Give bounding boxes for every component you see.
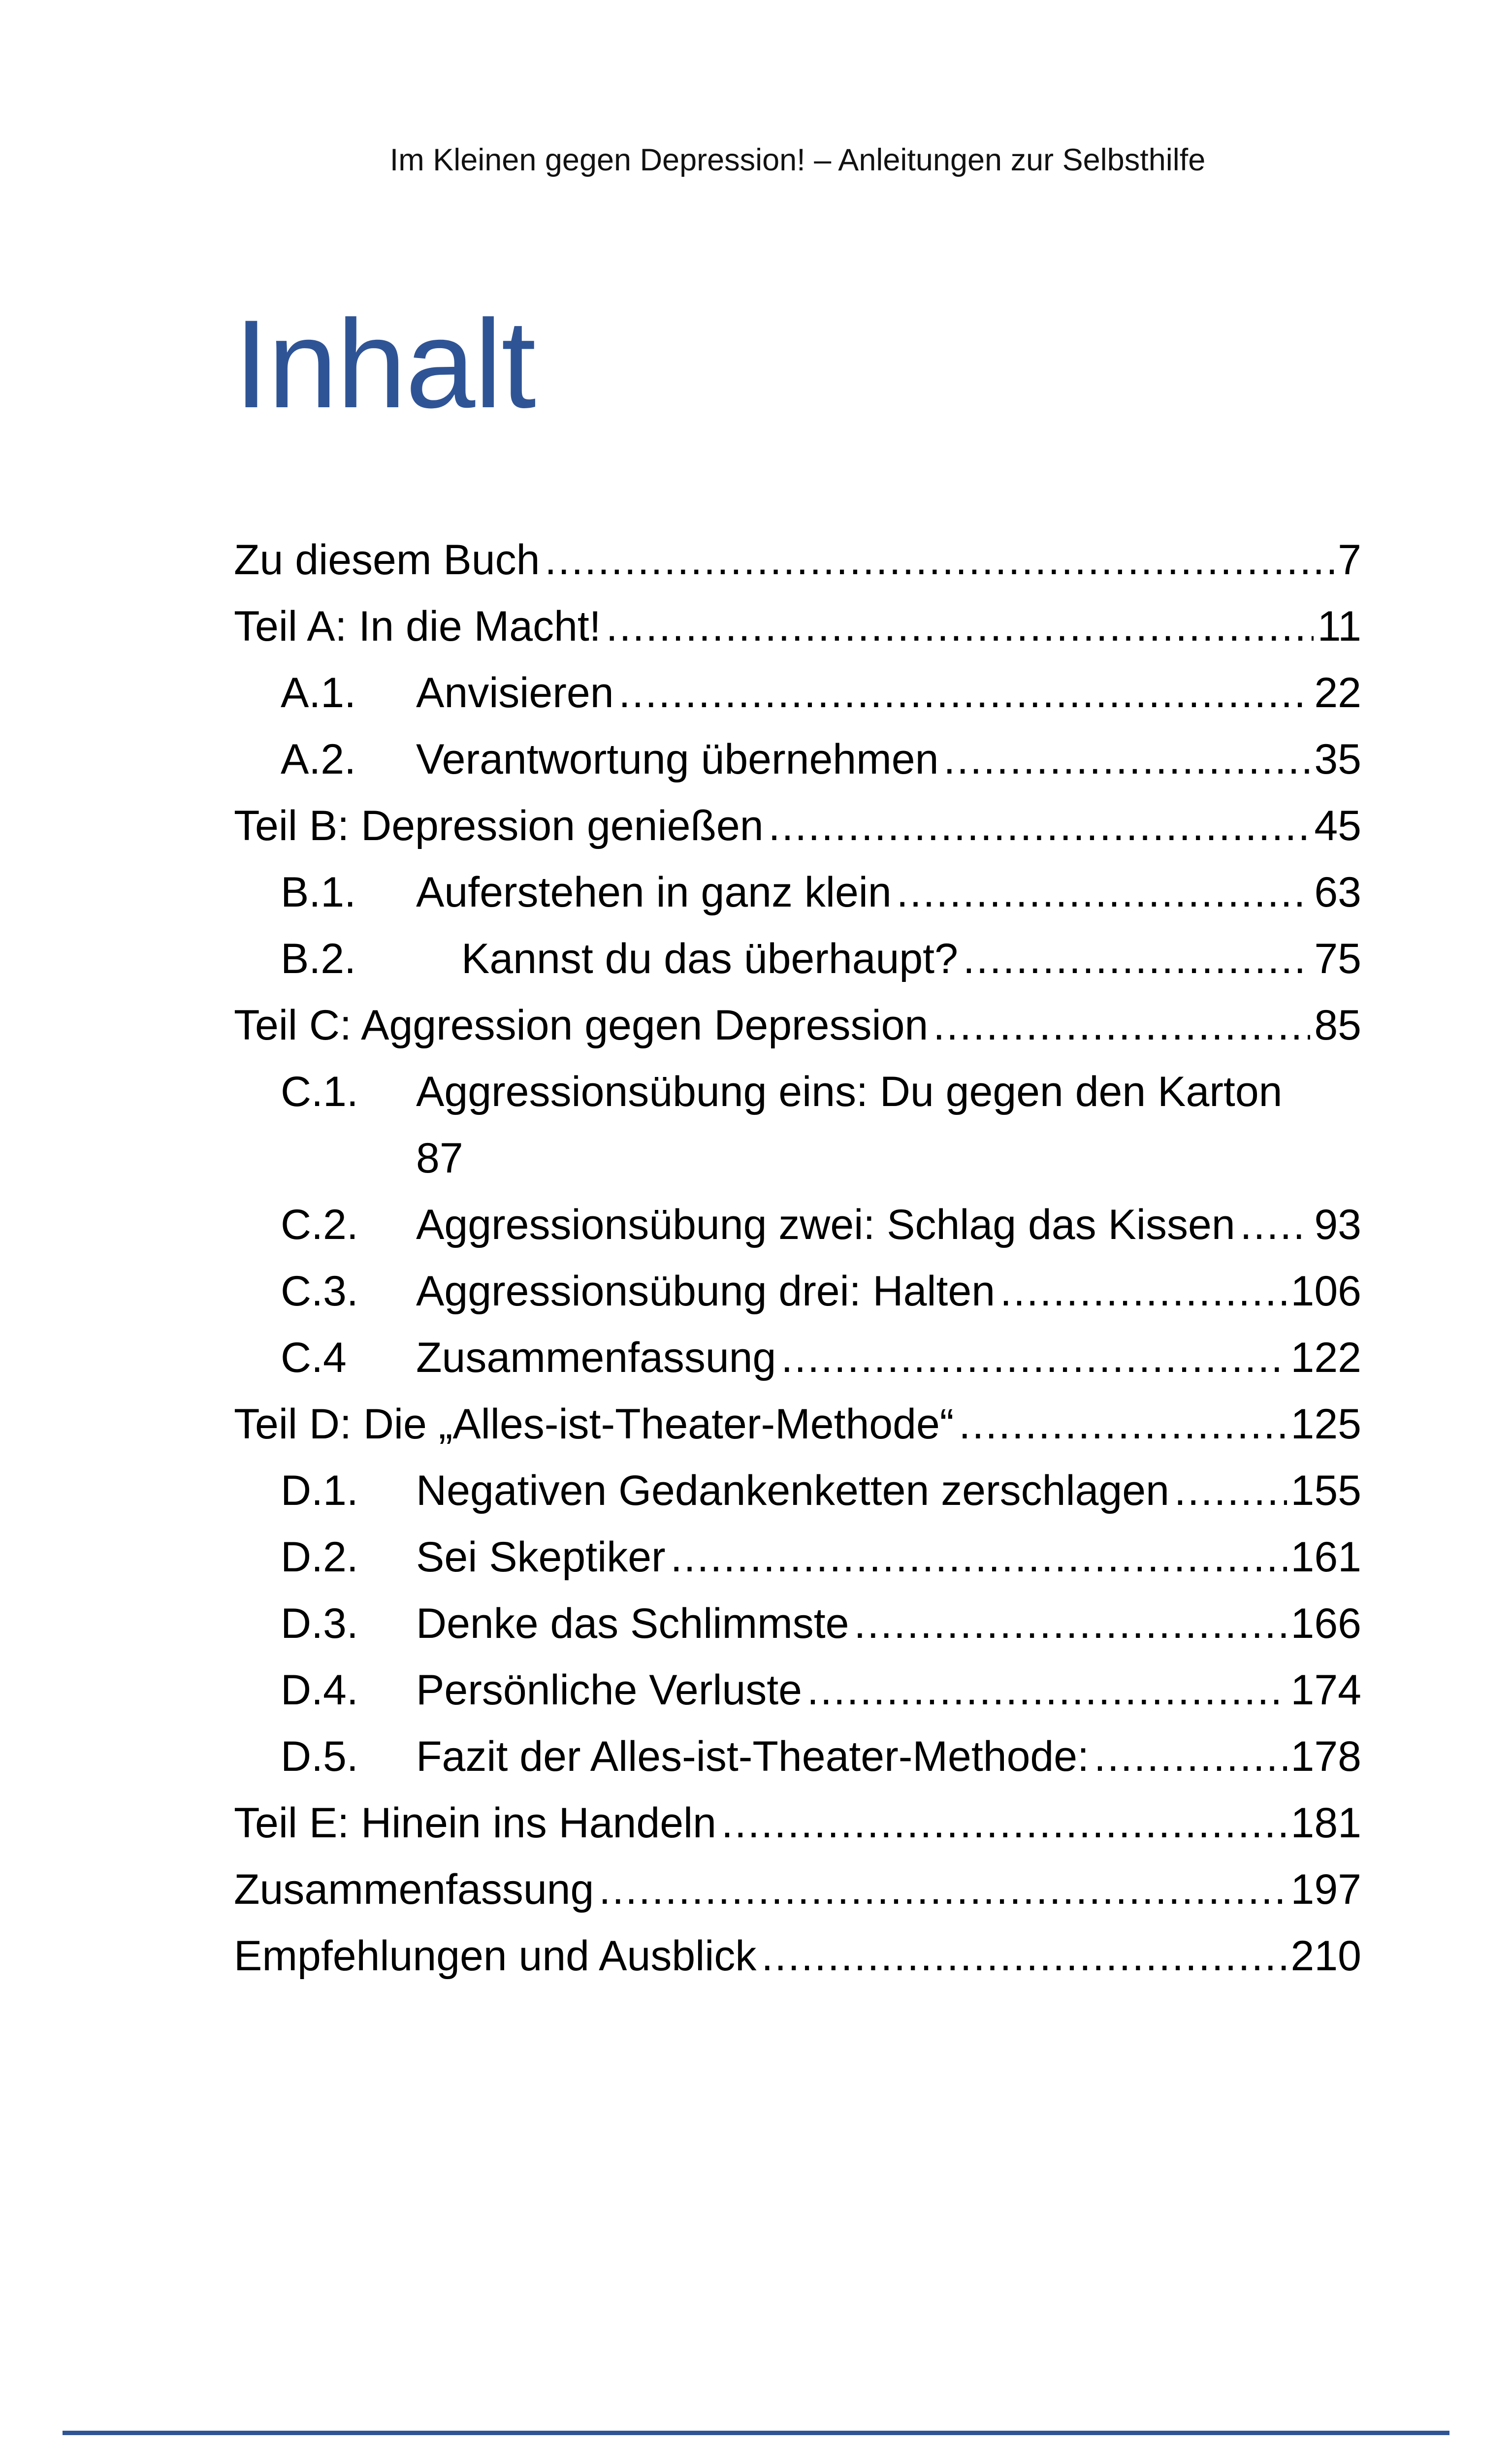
toc-entry-number: D.4.: [281, 1666, 358, 1714]
toc-entry-page: 174: [1290, 1666, 1361, 1714]
toc-entry-content: [416, 1724, 1361, 1790]
toc-entry-page: 75: [1314, 935, 1361, 982]
toc-entry-number: A.2.: [281, 736, 356, 783]
toc-entry-label: Teil E: Hinein ins Handeln: [234, 1799, 716, 1847]
toc-entry[interactable]: [234, 726, 1361, 793]
toc-entry-page: 155: [1290, 1467, 1361, 1514]
toc-entry-content: [416, 1325, 1361, 1391]
toc-entry-label: Fazit der Alles-ist-Theater-Methode:: [416, 1733, 1089, 1780]
toc-entry[interactable]: [234, 1524, 1361, 1591]
toc-entry-page: 122: [1290, 1334, 1361, 1381]
toc-entry-number: A.1.: [281, 669, 356, 717]
toc-entry-label: Teil A: In die Macht!: [234, 603, 601, 650]
toc-entry[interactable]: [234, 1391, 1361, 1458]
toc-entry-number: C.2.: [281, 1201, 358, 1248]
toc-entry-label: Zusammenfassung: [234, 1866, 594, 1913]
toc-entry-content: [416, 1258, 1361, 1325]
toc-entry-page: 45: [1314, 802, 1361, 849]
dot-leader: [1094, 1724, 1287, 1790]
toc-entry-number: C.1.: [281, 1068, 358, 1115]
dot-leader: [854, 1591, 1287, 1657]
toc-entry-page: 87: [416, 1135, 463, 1182]
toc-entry-number: D.2.: [281, 1533, 358, 1581]
toc-entry-page: 166: [1290, 1600, 1361, 1647]
toc-entry[interactable]: [234, 1325, 1361, 1391]
dot-leader: [761, 1923, 1287, 1989]
toc-entry-content: [416, 1657, 1361, 1724]
toc-entry[interactable]: [234, 1724, 1361, 1790]
toc-entry-content: [234, 1391, 1361, 1458]
toc-entry-label: Teil C: Aggression gegen Depression: [234, 1002, 929, 1049]
toc-entry[interactable]: [234, 1857, 1361, 1923]
toc-entry[interactable]: [234, 593, 1361, 660]
toc-entry[interactable]: [234, 1591, 1361, 1657]
toc-entry-label: Negativen Gedankenketten zerschlagen: [416, 1467, 1169, 1514]
toc-entry-content: [234, 793, 1361, 859]
toc-entry-label: Aggressionsübung drei: Halten: [416, 1268, 996, 1315]
toc-entry-number: C.4: [281, 1334, 347, 1381]
toc-entry-number: D.3.: [281, 1600, 358, 1647]
toc-entry-page: 63: [1314, 869, 1361, 916]
toc: [234, 527, 1361, 1989]
toc-entry-content: [416, 1524, 1361, 1591]
toc-entry[interactable]: [234, 1790, 1361, 1857]
toc-entry-number: D.1.: [281, 1467, 358, 1514]
toc-entry-page: 85: [1314, 1002, 1361, 1049]
dot-leader: [1000, 1258, 1287, 1325]
toc-entry[interactable]: [234, 1458, 1361, 1524]
toc-entry-page: 106: [1290, 1268, 1361, 1315]
dot-leader: [721, 1790, 1287, 1857]
toc-entry-content: [416, 726, 1361, 793]
dot-leader: [897, 859, 1311, 926]
toc-entry-label: Aggressionsübung zwei: Schlag das Kissen: [416, 1201, 1235, 1248]
toc-entry-content: [416, 660, 1361, 726]
toc-entry-label: Zusammenfassung: [416, 1334, 776, 1381]
toc-entry-content: [234, 1857, 1361, 1923]
toc-entry-page: 161: [1290, 1533, 1361, 1581]
dot-leader: [619, 660, 1311, 726]
dot-leader: [545, 527, 1334, 593]
toc-entry[interactable]: [234, 992, 1361, 1059]
toc-entry-number: B.1.: [281, 869, 356, 916]
page-title: Inhalt: [234, 294, 535, 434]
toc-entry-number: B.2.: [281, 935, 356, 982]
toc-entry-label: Anvisieren: [416, 669, 614, 717]
toc-entry[interactable]: [234, 793, 1361, 859]
dot-leader: [606, 593, 1314, 660]
toc-entry-content: [234, 527, 1361, 593]
toc-entry-page: 35: [1314, 736, 1361, 783]
dot-leader: [781, 1325, 1287, 1391]
running-header: Im Kleinen gegen Depression! – Anleitungen zur Selbsthilfe: [389, 143, 1206, 177]
toc-entry-page: 7: [1338, 536, 1361, 584]
dot-leader: [1240, 1192, 1311, 1258]
dot-leader: [599, 1857, 1287, 1923]
toc-entry-content: [234, 593, 1361, 660]
toc-entry-label: Verantwortung übernehmen: [416, 736, 939, 783]
toc-entry-number: C.3.: [281, 1268, 358, 1315]
toc-entry-label: Auferstehen in ganz klein: [416, 869, 892, 916]
dot-leader: [959, 1391, 1287, 1458]
toc-entry-label: Kannst du das überhaupt?: [461, 935, 958, 982]
toc-entry-content: [234, 1923, 1361, 1989]
toc-entry-label: Empfehlungen und Ausblick: [234, 1932, 757, 1980]
toc-entry-content: [416, 1458, 1361, 1524]
toc-entry-content: [416, 1059, 1361, 1192]
dot-leader: [1174, 1458, 1287, 1524]
toc-entry-page: 125: [1290, 1401, 1361, 1448]
toc-entry-content: [416, 1192, 1361, 1258]
toc-entry-label: Teil B: Depression genießen: [234, 802, 764, 849]
toc-entry-content: [234, 992, 1361, 1059]
toc-entry-page: 210: [1290, 1932, 1361, 1980]
toc-entry-page: 178: [1290, 1733, 1361, 1780]
toc-entry-label: Sei Skeptiker: [416, 1533, 666, 1581]
toc-entry[interactable]: [234, 859, 1361, 926]
toc-entry-content: [416, 926, 1361, 992]
toc-entry-page: 181: [1290, 1799, 1361, 1847]
toc-entry-label: Teil D: Die „Alles-ist-Theater-Methode“: [234, 1401, 954, 1448]
toc-entry[interactable]: [234, 1923, 1361, 1989]
toc-entry-label: Denke das Schlimmste: [416, 1600, 849, 1647]
dot-leader: [963, 926, 1310, 992]
toc-entry[interactable]: [234, 660, 1361, 726]
toc-entry[interactable]: [234, 926, 1361, 992]
toc-entry-page: 11: [1317, 603, 1361, 650]
toc-entry-content: [234, 1790, 1361, 1857]
dot-leader: [671, 1524, 1287, 1591]
toc-entry-label: Persönliche Verluste: [416, 1666, 802, 1714]
toc-entry-label: Zu diesem Buch: [234, 536, 540, 584]
toc-entry[interactable]: [234, 1258, 1361, 1325]
footer-rule: [63, 2431, 1449, 2435]
toc-entry-label: Aggressionsübung eins: Du gegen den Karton: [416, 1068, 1283, 1115]
toc-entry[interactable]: [234, 1657, 1361, 1724]
toc-entry-page: 22: [1314, 669, 1361, 717]
dot-leader: [769, 793, 1311, 859]
content-column: [234, 140, 1361, 1989]
toc-entry-page: 197: [1290, 1866, 1361, 1913]
dot-leader: [943, 726, 1310, 793]
dot-leader: [933, 992, 1310, 1059]
toc-entry[interactable]: [234, 527, 1361, 593]
toc-entry-content: [416, 1591, 1361, 1657]
toc-entry-content: [416, 859, 1361, 926]
toc-entry-page: 93: [1314, 1201, 1361, 1248]
toc-entry[interactable]: [234, 1192, 1361, 1258]
toc-entry-number: D.5.: [281, 1733, 358, 1780]
toc-entry[interactable]: [234, 1059, 1361, 1192]
dot-leader: [807, 1657, 1287, 1724]
